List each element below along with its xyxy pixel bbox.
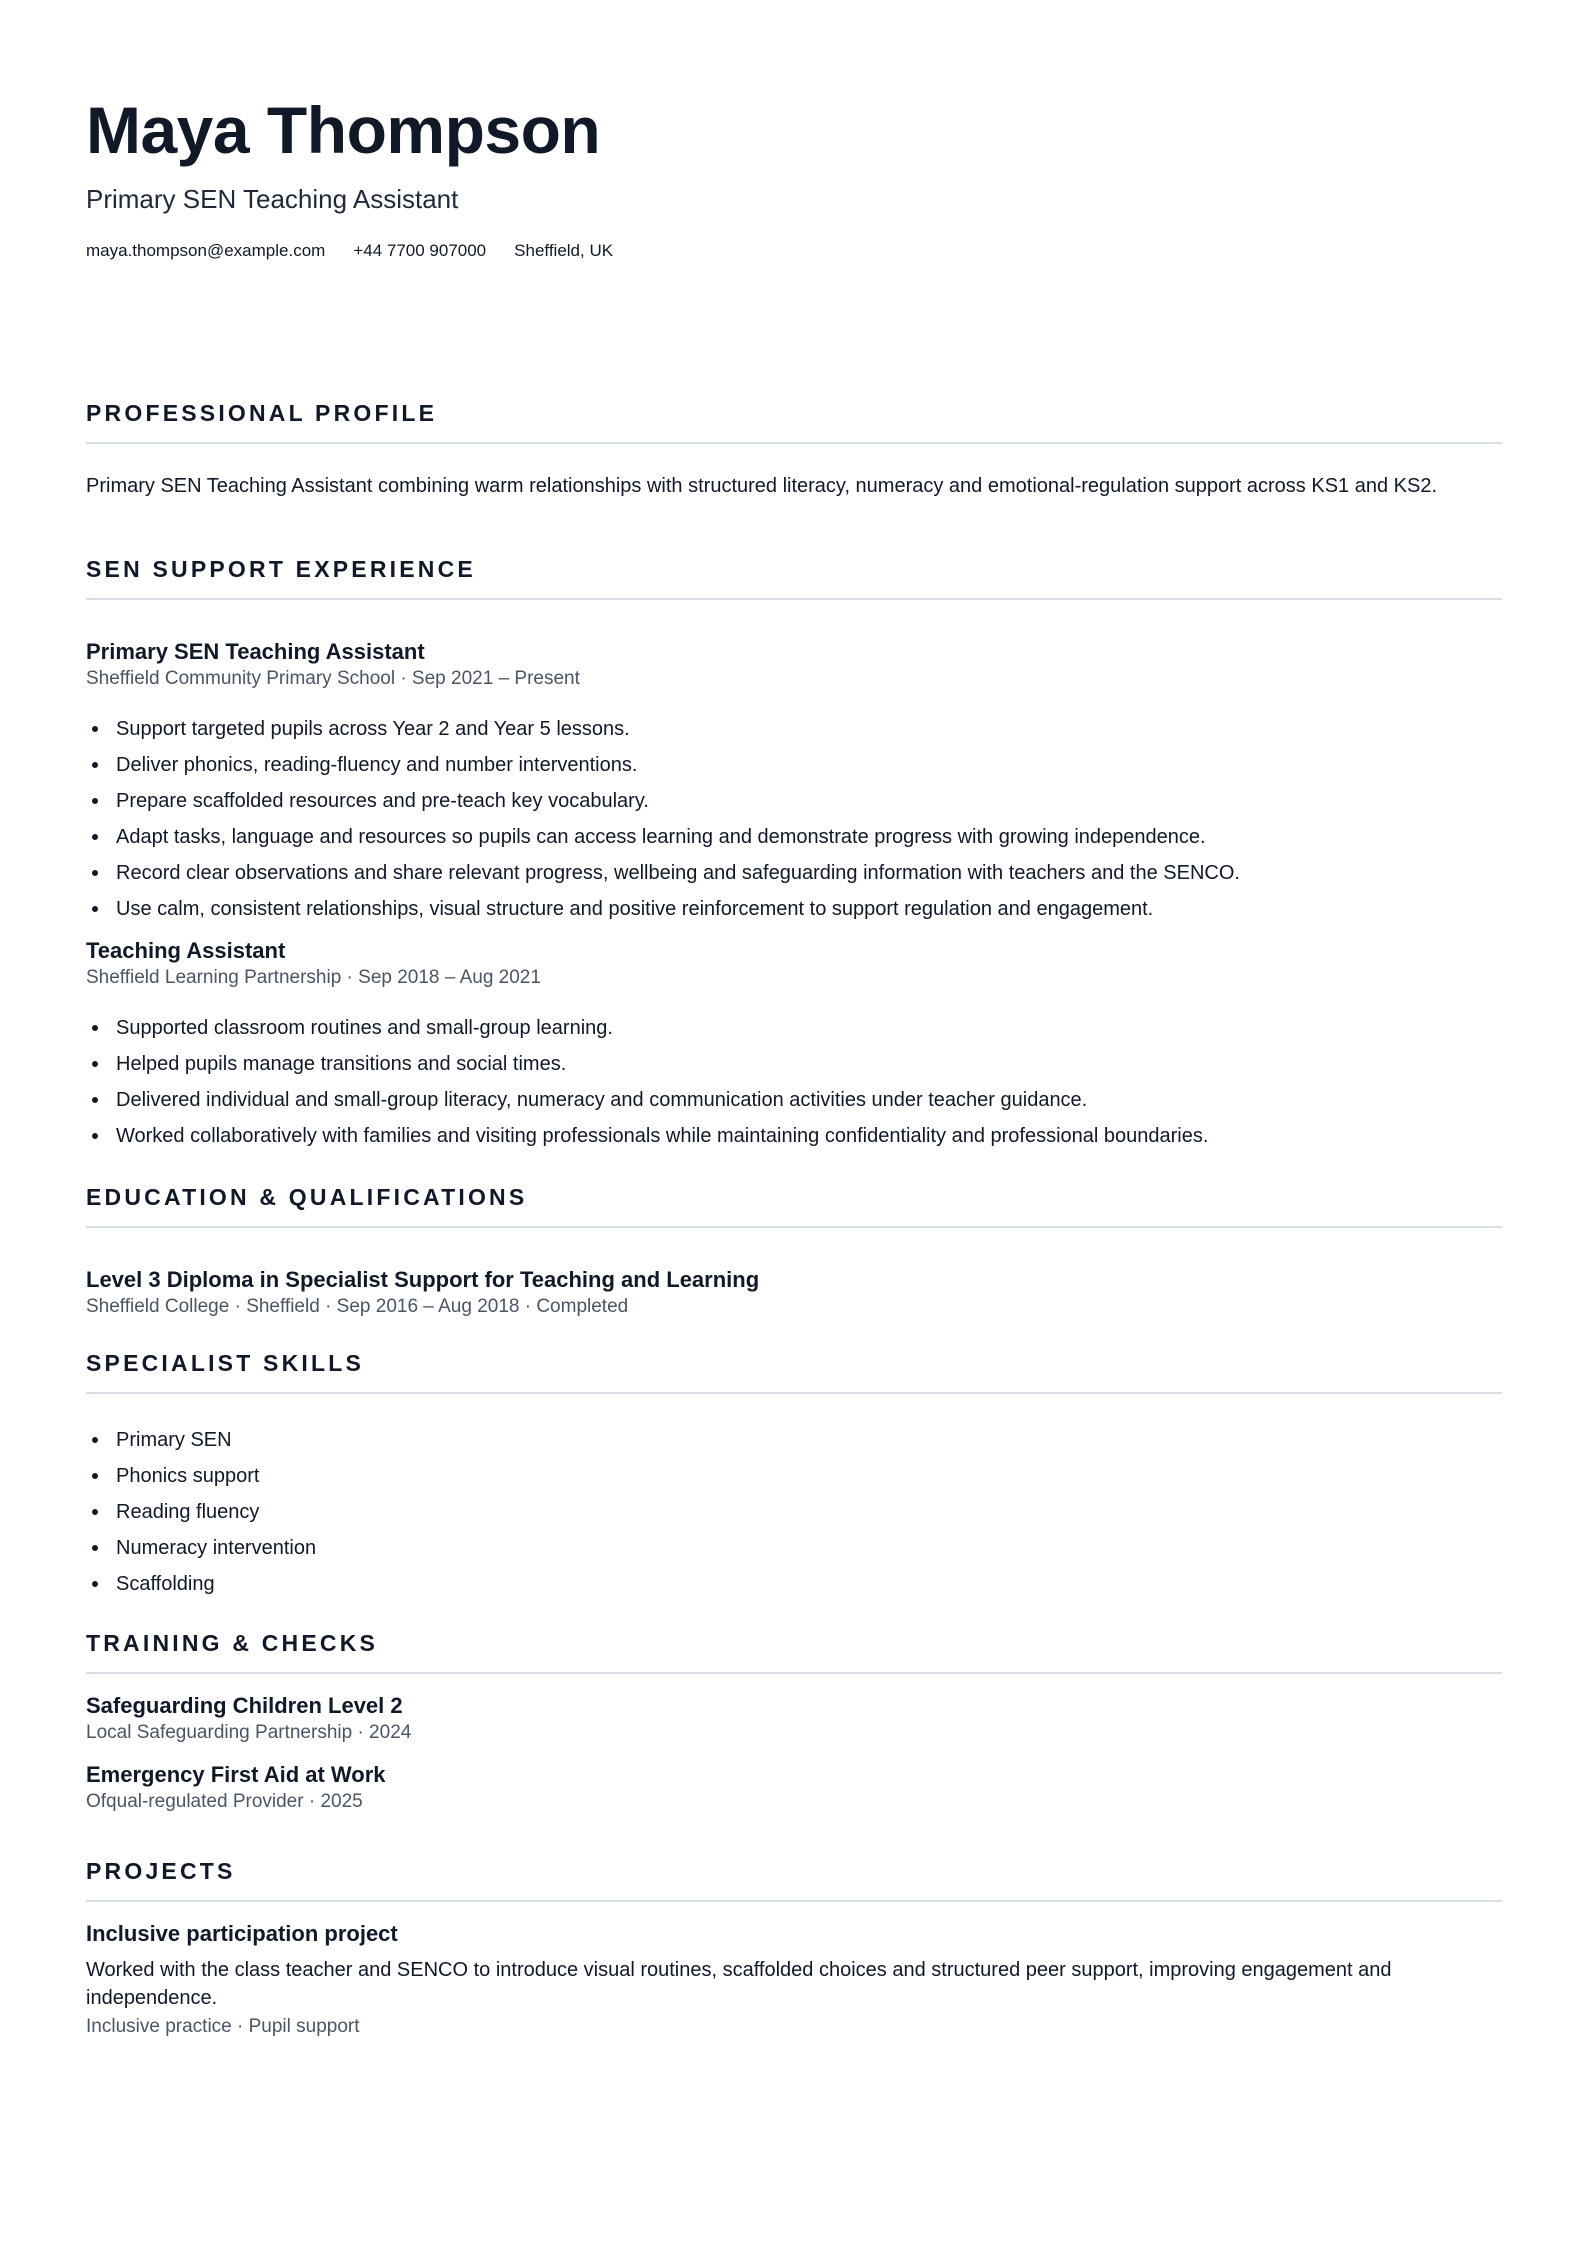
job-bullet: Prepare scaffolded resources and pre-teach key vocabulary. — [86, 783, 1502, 819]
section-profile — [86, 400, 1502, 500]
candidate-role: Primary SEN Teaching Assistant — [86, 183, 459, 214]
section-heading-skills: SPECIALIST SKILLS — [86, 1350, 1502, 1394]
training-item — [86, 1761, 1502, 1814]
skill-item: Reading fluency — [86, 1494, 1502, 1530]
job-entry — [86, 937, 1502, 1154]
training-title: Emergency First Aid at Work — [86, 1762, 386, 1787]
job-meta: Sheffield Community Primary School · Sep 2021 – Present — [86, 668, 580, 689]
section-experience — [86, 556, 1502, 1154]
contact-location: Sheffield, UK — [514, 240, 614, 260]
section-heading-projects: PROJECTS — [86, 1858, 1502, 1902]
project-tags: Inclusive practice · Pupil support — [86, 2016, 360, 2037]
job-bullet: Worked collaboratively with families and visiting professionals while maintaining confidentiality and professional boundaries. — [86, 1118, 1502, 1154]
training-meta: Ofqual-regulated Provider · 2025 — [86, 1791, 363, 1812]
job-bullet: Record clear observations and share relevant progress, wellbeing and safeguarding information with teachers and the SENCO. — [86, 855, 1502, 891]
skill-item: Phonics support — [86, 1458, 1502, 1494]
job-meta: Sheffield Learning Partnership · Sep 2018 – Aug 2021 — [86, 967, 541, 988]
job-bullets — [86, 1010, 1502, 1154]
section-training — [86, 1630, 1502, 1814]
skill-item: Scaffolding — [86, 1566, 1502, 1602]
project-description: Worked with the class teacher and SENCO to introduce visual routines, scaffolded choices and structured peer support, improving engagement and independence. — [86, 1959, 1392, 2009]
skill-item: Numeracy intervention — [86, 1530, 1502, 1566]
resume-header — [86, 94, 1502, 261]
section-projects — [86, 1858, 1502, 2039]
job-bullet: Delivered individual and small-group literacy, numeracy and communication activities under teacher guidance. — [86, 1082, 1502, 1118]
section-education — [86, 1184, 1502, 1319]
skill-item: Primary SEN — [86, 1422, 1502, 1458]
section-skills — [86, 1350, 1502, 1602]
job-bullet: Helped pupils manage transitions and social times. — [86, 1046, 1502, 1082]
job-bullet: Supported classroom routines and small-group learning. — [86, 1010, 1502, 1046]
job-bullets — [86, 711, 1502, 927]
job-title: Primary SEN Teaching Assistant — [86, 639, 425, 664]
training-meta: Local Safeguarding Partnership · 2024 — [86, 1722, 412, 1743]
section-heading-experience: SEN SUPPORT EXPERIENCE — [86, 556, 1502, 600]
profile-text: Primary SEN Teaching Assistant combining warm relationships with structured literacy, numeracy and emotional-regulation support across KS1 and KS2. — [86, 475, 1438, 497]
job-bullet: Adapt tasks, language and resources so pupils can access learning and demonstrate progress with growing independence. — [86, 819, 1502, 855]
skills-list — [86, 1422, 1502, 1602]
job-title: Teaching Assistant — [86, 938, 286, 963]
training-item — [86, 1692, 1502, 1745]
section-heading-profile: PROFESSIONAL PROFILE — [86, 400, 1502, 444]
contact-email[interactable]: maya.thompson@example.com — [86, 240, 326, 260]
section-heading-education: EDUCATION & QUALIFICATIONS — [86, 1184, 1502, 1228]
contact-phone[interactable]: +44 7700 907000 — [353, 240, 487, 260]
job-bullet: Deliver phonics, reading-fluency and number interventions. — [86, 747, 1502, 783]
job-bullet: Use calm, consistent relationships, visual structure and positive reinforcement to support regulation and engagement. — [86, 891, 1502, 927]
job-bullet: Support targeted pupils across Year 2 and Year 5 lessons. — [86, 711, 1502, 747]
section-heading-training: TRAINING & CHECKS — [86, 1630, 1502, 1674]
contact-row — [86, 241, 1502, 261]
education-meta: Sheffield College · Sheffield · Sep 2016 – Aug 2018 · Completed — [86, 1296, 629, 1317]
candidate-name: Maya Thompson — [86, 93, 601, 167]
job-entry — [86, 638, 1502, 927]
education-title: Level 3 Diploma in Specialist Support for Teaching and Learning — [86, 1267, 760, 1292]
project-title: Inclusive participation project — [86, 1921, 398, 1946]
training-title: Safeguarding Children Level 2 — [86, 1693, 403, 1718]
